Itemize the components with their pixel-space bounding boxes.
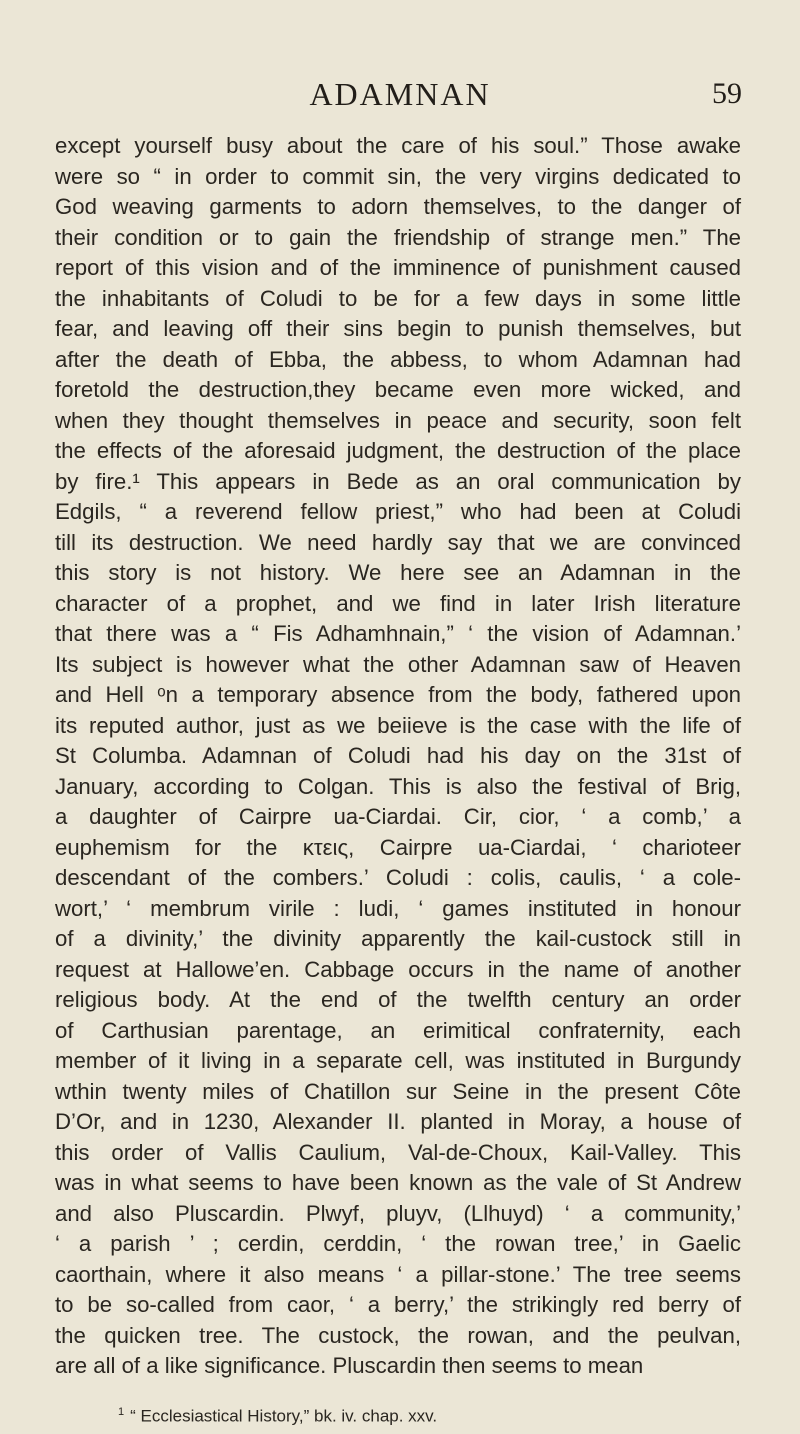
text-line: and also Pluscardin. Plwyf, pluyv, (Llhuyd) ‘ a community,’ bbox=[55, 1200, 741, 1226]
text-line: by fire.¹ This appears in Bede as an oral communication by bbox=[55, 468, 741, 494]
body-text bbox=[55, 131, 741, 1382]
text-line: caorthain, where it also means ‘ a pillar-stone.’ The tree seems bbox=[55, 1261, 741, 1287]
text-line: descendant of the combers.’ Coludi : colis, caulis, ‘ a cole- bbox=[55, 865, 741, 890]
text-line: the quicken tree. The custock, the rowan, and the peulvan, bbox=[55, 1322, 741, 1348]
text-line: Edgils, “ a reverend fellow priest,” who had been at Coludi bbox=[55, 499, 741, 524]
text-line: was in what seems to have been known as the vale of St Andrew bbox=[55, 1170, 741, 1195]
page-number: 59 bbox=[712, 77, 742, 110]
text-line: Its subject is however what the other Adamnan saw of Heaven bbox=[55, 651, 741, 677]
text-line: after the death of Ebba, the abbess, to whom Adamnan had bbox=[55, 346, 741, 372]
text-line: God weaving garments to adorn themselves, to the danger of bbox=[55, 194, 741, 219]
text-line: that there was a “ Fis Adhamhnain,” ‘ the vision of Adamnan.’ bbox=[55, 621, 741, 646]
footnote-marker: 1 bbox=[118, 1406, 125, 1418]
text-line: the inhabitants of Coludi to be for a few days in some little bbox=[55, 285, 741, 311]
text-line: ‘ a parish ’ ; cerdin, cerddin, ‘ the rowan tree,’ in Gaelic bbox=[55, 1231, 741, 1256]
text-line: D’Or, and in 1230, Alexander II. planted in Moray, a house of bbox=[55, 1109, 741, 1134]
text-line: fear, and leaving off their sins begin to punish themselves, but bbox=[55, 316, 741, 341]
text-line: member of it living in a separate cell, was instituted in Burgundy bbox=[55, 1048, 741, 1073]
text-line: till its destruction. We need hardly say that we are convinced bbox=[55, 529, 741, 555]
text-line: their condition or to gain the friendship of strange men.” The bbox=[55, 224, 741, 250]
text-line: religious body. At the end of the twelfth century an order bbox=[55, 987, 741, 1012]
text-line: its reputed author, just as we beiieve is the case with the life of bbox=[55, 712, 741, 738]
text-line: request at Hallowe’en. Cabbage occurs in the name of another bbox=[55, 956, 741, 982]
text-line: except yourself busy about the care of his soul.” Those awake bbox=[55, 133, 741, 158]
text-line: are all of a like significance. Pluscardin then seems to mean bbox=[55, 1353, 644, 1378]
running-title: ADAMNAN bbox=[309, 76, 491, 112]
text-line: report of this vision and of the imminence of punishment caused bbox=[55, 255, 741, 280]
text-line: of Carthusian parentage, an erimitical confraternity, each bbox=[55, 1017, 741, 1043]
footnote-text: “ Ecclesiastical History,” bk. iv. chap. xxv. bbox=[130, 1406, 438, 1426]
text-line: when they thought themselves in peace and security, soon felt bbox=[55, 407, 741, 433]
text-line: the effects of the aforesaid judgment, the destruction of the place bbox=[55, 438, 741, 463]
text-line: wort,’ ‘ membrum virile : ludi, ‘ games instituted in honour bbox=[55, 895, 741, 921]
text-line: a daughter of Cairpre ua-Ciardai. Cir, cior, ‘ a comb,’ a bbox=[55, 804, 741, 829]
text-line: foretold the destruction,they became even more wicked, and bbox=[55, 377, 741, 402]
text-line: of a divinity,’ the divinity apparently the kail-custock still in bbox=[55, 926, 741, 951]
text-line: were so “ in order to commit sin, the very virgins dedicated to bbox=[55, 163, 741, 189]
text-line: to be so-called from caor, ‘ a berry,’ the strikingly red berry of bbox=[55, 1292, 741, 1317]
running-head bbox=[0, 74, 800, 114]
text-line: euphemism for the κτεις, Cairpre ua-Ciardai, ‘ charioteer bbox=[55, 834, 741, 860]
footnote bbox=[118, 1401, 437, 1428]
text-line: wthin twenty miles of Chatillon sur Seine in the present Côte bbox=[55, 1078, 741, 1104]
text-line: character of a prophet, and we find in later Irish literature bbox=[55, 590, 741, 616]
text-line: and Hell ᵒn a temporary absence from the body, fathered upon bbox=[55, 682, 741, 707]
text-line: this order of Vallis Caulium, Val-de-Choux, Kail-Valley. This bbox=[55, 1139, 741, 1165]
text-line: this story is not history. We here see an Adamnan in the bbox=[55, 560, 741, 585]
text-line: St Columba. Adamnan of Coludi had his day on the 31st of bbox=[55, 743, 741, 768]
text-line: January, according to Colgan. This is also the festival of Brig, bbox=[55, 773, 741, 799]
